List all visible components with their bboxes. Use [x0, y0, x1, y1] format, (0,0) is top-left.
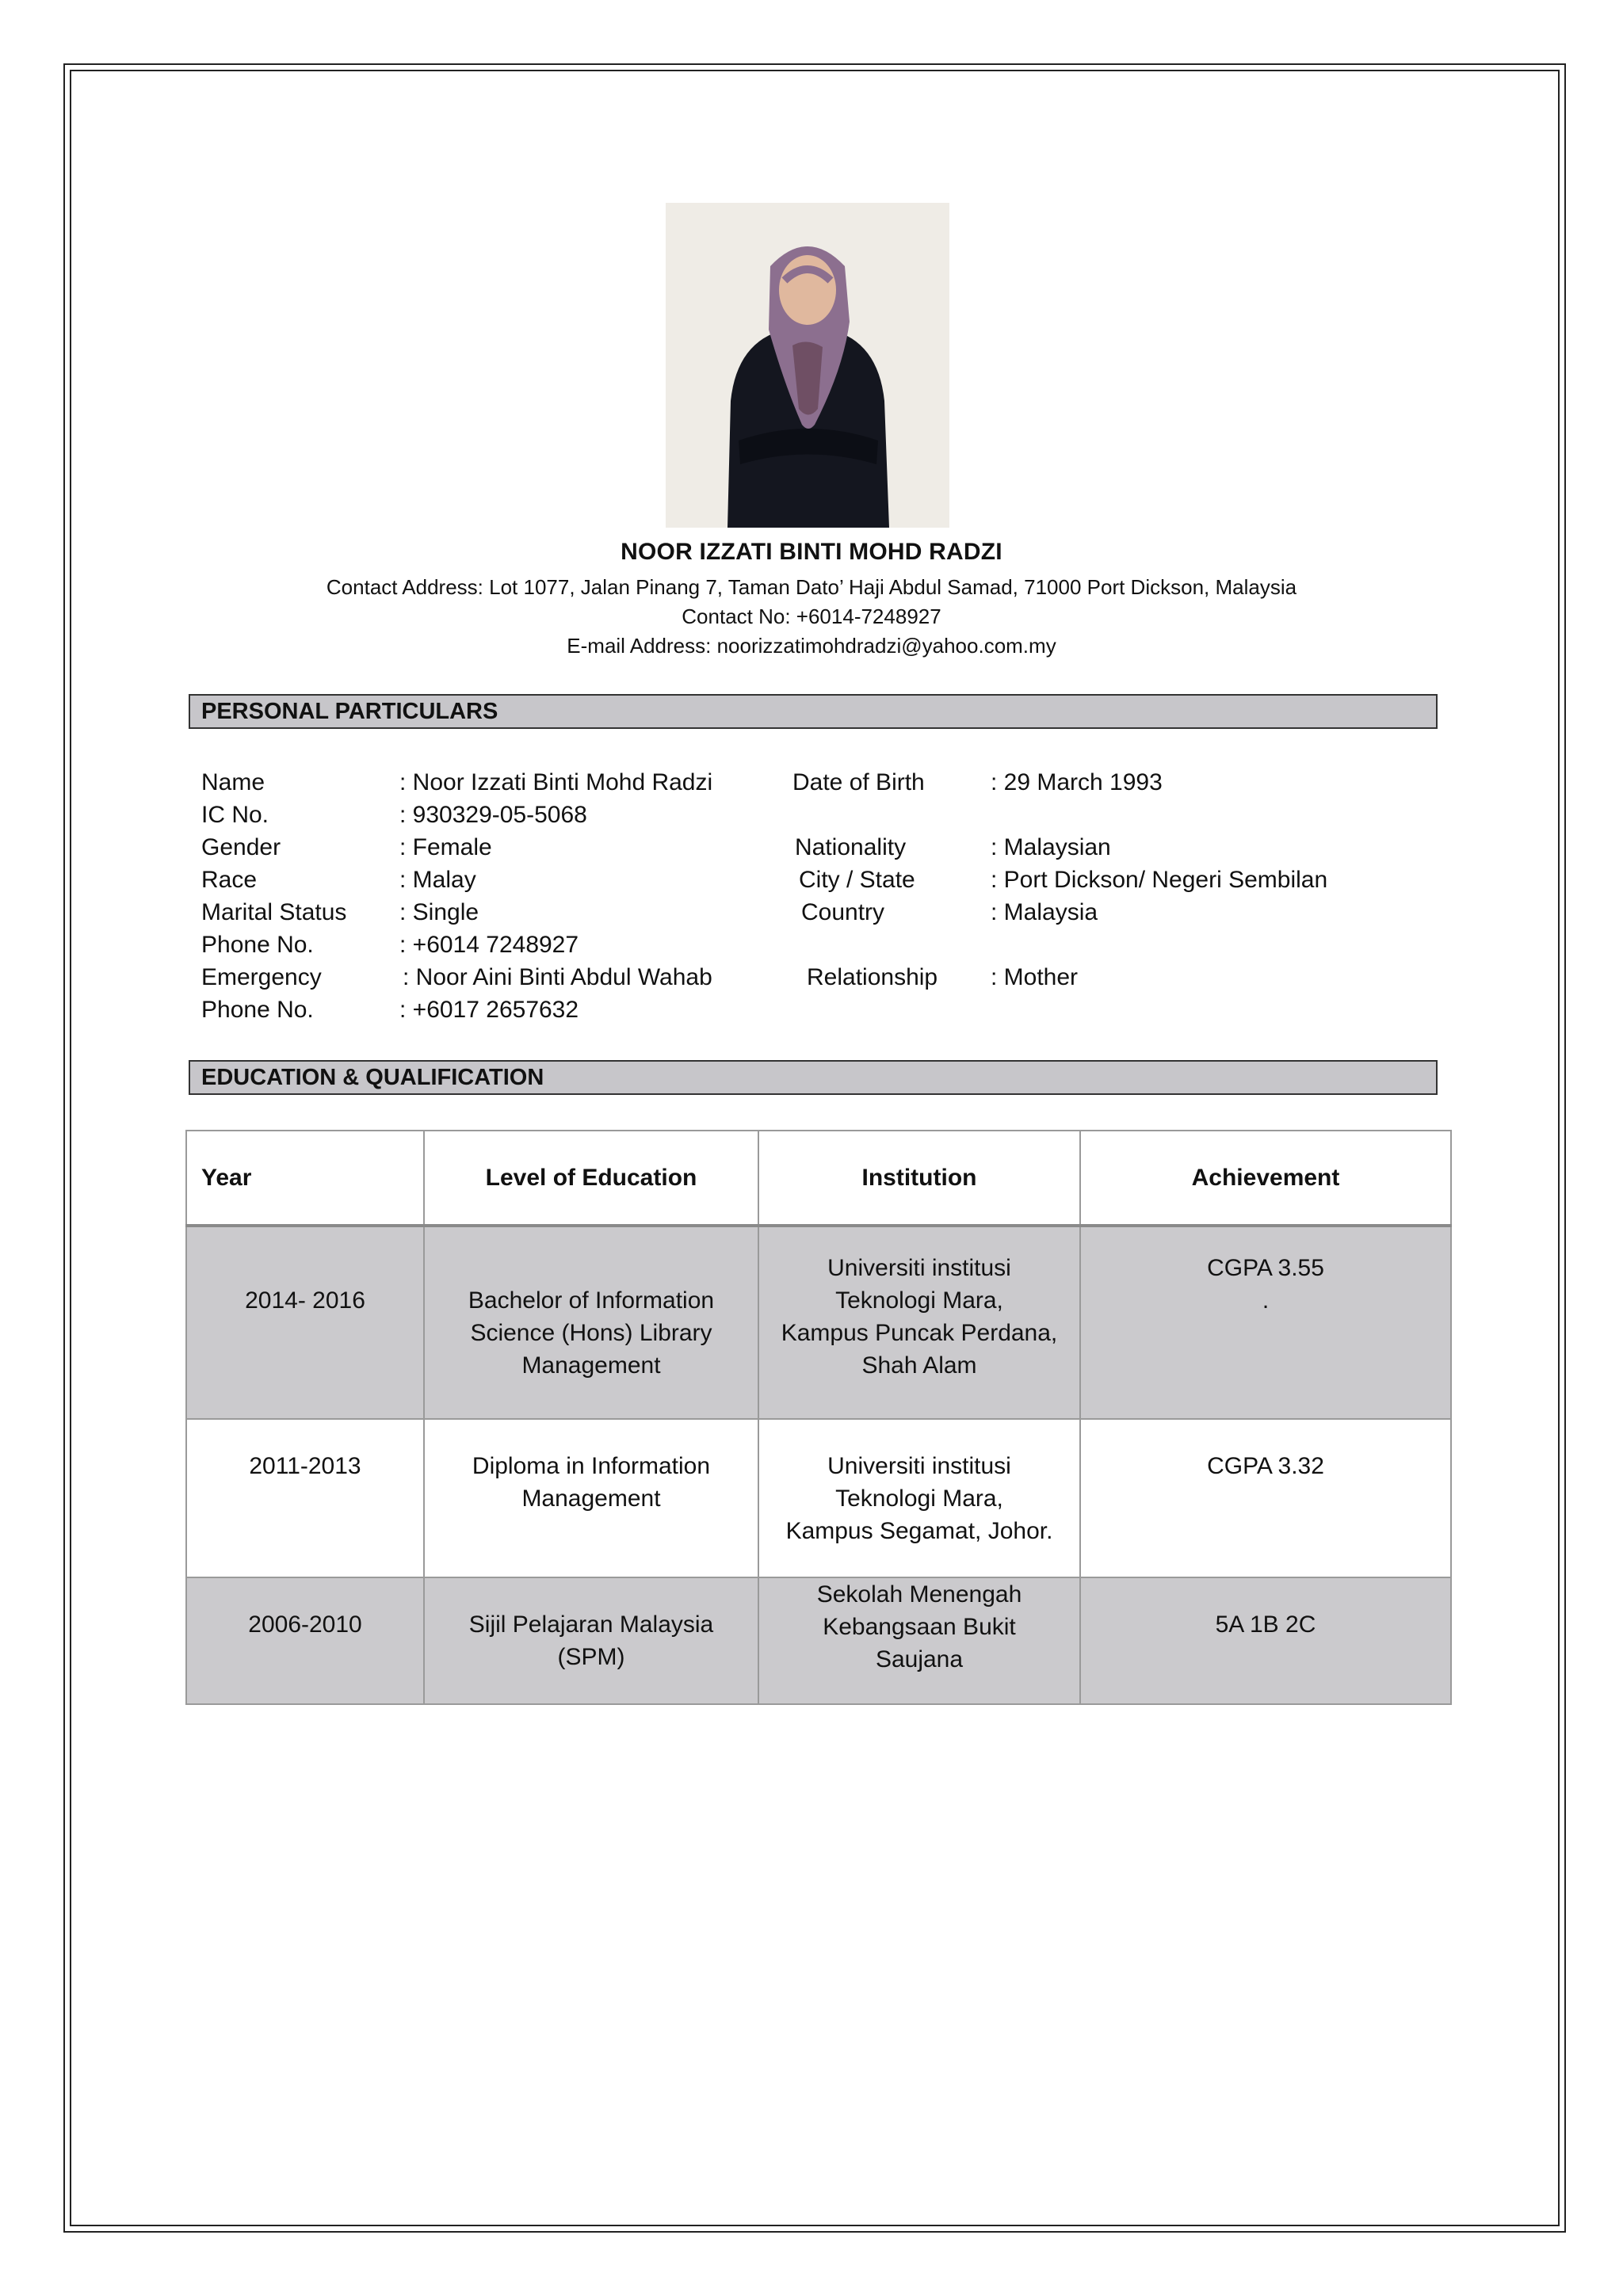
column-header-year: Year [186, 1131, 424, 1226]
cell-year: 2014- 2016 [186, 1226, 424, 1419]
cell-achievement [1080, 1577, 1451, 1704]
value-relationship: : Mother [991, 964, 1079, 990]
label-marital-status: Marital Status [201, 899, 347, 925]
cell-line: Sekolah Menengah [816, 1581, 1022, 1608]
cell-year: 2006-2010 [186, 1577, 424, 1704]
column-header-achievement: Achievement [1080, 1131, 1451, 1226]
contact-address: Contact Address: Lot 1077, Jalan Pinang 7, Taman Dato’ Haji Abdul Samad, 71000 Port Dickson, Malaysia [326, 575, 1297, 599]
cell-line: Teknologi Mara, [835, 1287, 1003, 1314]
label-gender: Gender [201, 834, 281, 860]
label-date-of-birth: Date of Birth [792, 769, 925, 795]
cell-line: CGPA 3.32 [1207, 1453, 1324, 1479]
value-ic: : 930329-05-5068 [399, 802, 587, 828]
cell-achievement [1080, 1419, 1451, 1577]
column-header-institution: Institution [758, 1131, 1080, 1226]
section-header-personal: PERSONAL PARTICULARS [189, 694, 1438, 729]
contact-number: Contact No: +6014-7248927 [682, 605, 941, 628]
label-relationship: Relationship [807, 964, 938, 990]
cell-achievement [1080, 1226, 1451, 1419]
value-marital-status: : Single [399, 899, 479, 925]
label-race: Race [201, 867, 258, 893]
cell-line: Saujana [875, 1646, 964, 1672]
section-header-education: EDUCATION & QUALIFICATION [189, 1060, 1438, 1095]
value-emergency: : Noor Aini Binti Abdul Wahab [403, 964, 712, 990]
value-emergency-phone: : +6017 2657632 [399, 997, 579, 1023]
value-city-state: : Port Dickson/ Negeri Sembilan [991, 867, 1328, 893]
label-name: Name [201, 769, 265, 795]
cell-line: Diploma in Information [472, 1453, 711, 1479]
cell-line: . [1262, 1287, 1270, 1314]
cell-line: 5A 1B 2C [1215, 1611, 1316, 1638]
cell-line: Universiti institusi [827, 1453, 1011, 1479]
cell-level [424, 1226, 758, 1419]
cell-line: Universiti institusi [827, 1255, 1011, 1281]
cell-institution [758, 1419, 1080, 1577]
table-row [186, 1226, 1451, 1419]
profile-photo [666, 203, 949, 528]
value-phone: : +6014 7248927 [399, 932, 579, 958]
value-nationality: : Malaysian [991, 834, 1111, 860]
value-gender: : Female [399, 834, 492, 860]
label-ic: IC No. [201, 802, 269, 828]
value-race: : Malay [399, 867, 476, 893]
label-phone: Phone No. [201, 932, 314, 958]
column-header-level: Level of Education [424, 1131, 758, 1226]
cell-line: Sijil Pelajaran Malaysia [468, 1611, 714, 1638]
table-row [186, 1419, 1451, 1577]
cell-line: Teknologi Mara, [835, 1486, 1003, 1512]
cell-line: (SPM) [557, 1644, 625, 1670]
cell-line: Kampus Segamat, Johor. [785, 1518, 1053, 1544]
label-city-state: City / State [799, 867, 915, 893]
cell-level [424, 1419, 758, 1577]
cell-line: Shah Alam [861, 1352, 977, 1379]
candidate-name: NOOR IZZATI BINTI MOHD RADZI [621, 539, 1002, 565]
email-address: E-mail Address: noorizzatimohdradzi@yahoo.com.my [567, 634, 1056, 658]
cell-line: Kebangsaan Bukit [823, 1614, 1016, 1640]
label-country: Country [801, 899, 885, 925]
cell-line: CGPA 3.55 [1207, 1255, 1324, 1281]
value-date-of-birth: : 29 March 1993 [991, 769, 1163, 795]
table-row [186, 1577, 1451, 1704]
cell-line: Science (Hons) Library [470, 1320, 712, 1346]
cell-line: Management [521, 1352, 661, 1379]
cell-year: 2011-2013 [186, 1419, 424, 1577]
cell-institution [758, 1577, 1080, 1704]
label-emergency-phone: Phone No. [201, 997, 314, 1023]
education-table [185, 1130, 1452, 1705]
cell-institution [758, 1226, 1080, 1419]
cell-line: Kampus Puncak Perdana, [781, 1320, 1058, 1346]
value-country: : Malaysia [991, 899, 1098, 925]
value-name: : Noor Izzati Binti Mohd Radzi [399, 769, 713, 795]
label-emergency: Emergency [201, 964, 322, 990]
cell-level [424, 1577, 758, 1704]
table-header-row [186, 1131, 1451, 1226]
cell-line: Bachelor of Information [468, 1287, 715, 1314]
cell-line: Management [521, 1486, 661, 1512]
label-nationality: Nationality [795, 834, 907, 860]
